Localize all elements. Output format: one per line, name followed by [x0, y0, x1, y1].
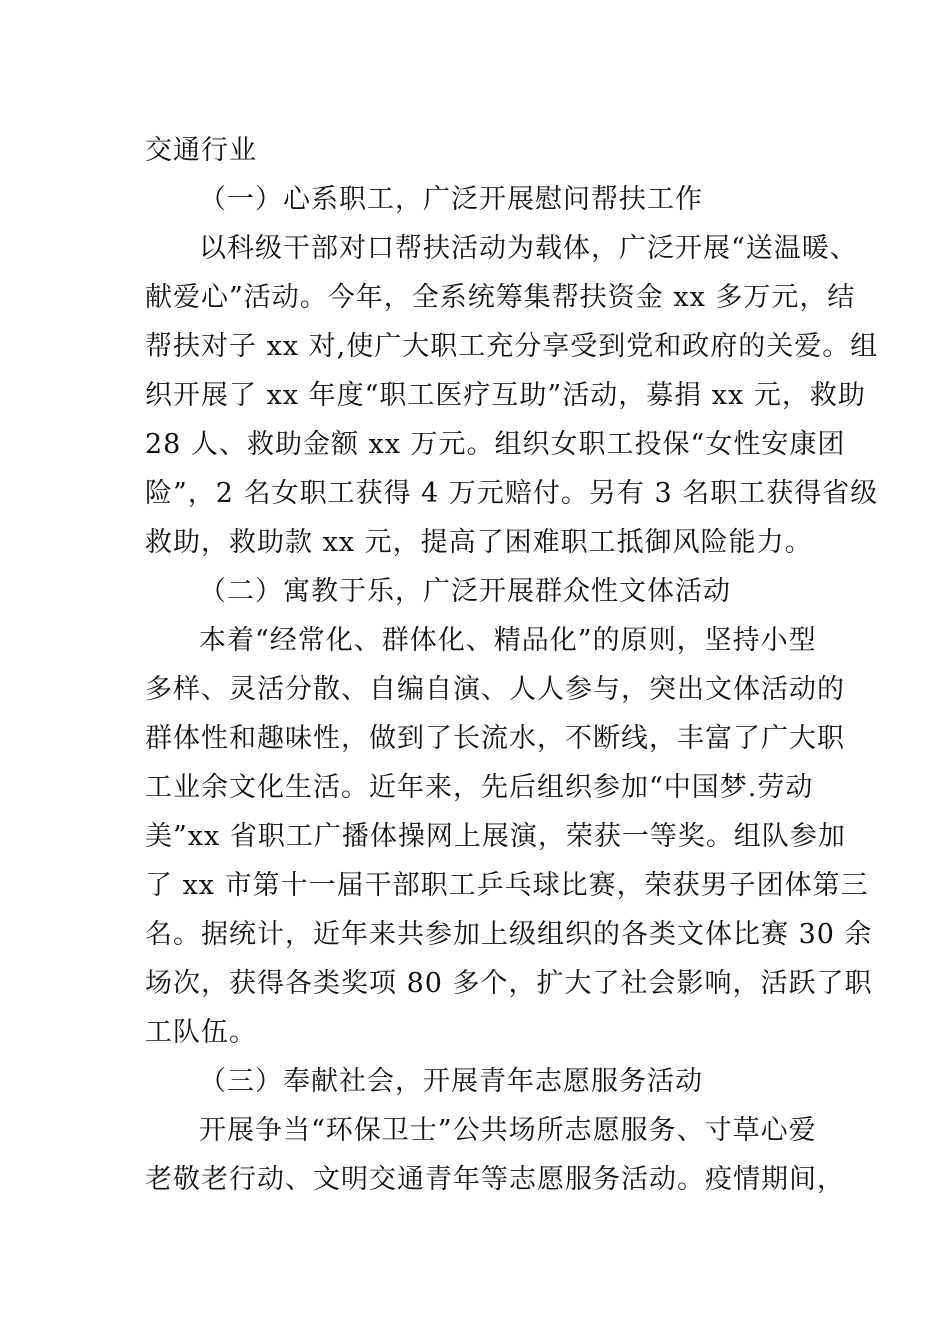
- paragraph-line: 帮扶对子 xx 对,使广大职工充分享受到党和政府的关爱。组: [145, 331, 879, 362]
- paragraph-line: 场次，获得各类奖项 80 多个，扩大了社会影响，活跃了职: [145, 968, 873, 999]
- paragraph-line: 多样、灵活分散、自编自演、人人参与，突出文体活动的: [145, 674, 845, 705]
- paragraph-line: 美”xx 省职工广播体操网上展演，荣获一等奖。组队参加: [145, 821, 846, 852]
- paragraph-line: 以科级干部对口帮扶活动为载体，广泛开展“送温暖、: [199, 233, 858, 264]
- paragraph-line: 工业余文化生活。近年来，先后组织参加“中国梦.劳动: [145, 772, 814, 803]
- paragraph-line: 28 人、救助金额 xx 万元。组织女职工投保“女性安康团: [145, 429, 846, 460]
- paragraph-line: 献爱心”活动。今年，全系统筹集帮扶资金 xx 多万元，结: [145, 282, 856, 313]
- paragraph-line: 群体性和趣味性，做到了长流水，不断线，丰富了广大职: [145, 723, 845, 754]
- paragraph-line: 名。据统计，近年来共参加上级组织的各类文体比赛 30 余: [145, 919, 873, 950]
- paragraph-line: 开展争当“环保卫士”公共场所志愿服务、寸草心爱: [199, 1115, 817, 1146]
- section-heading-2: （二）寓教于乐，广泛开展群众性文体活动: [199, 576, 731, 607]
- paragraph-line: 本着“经常化、群体化、精品化”的原则，坚持小型: [199, 625, 817, 656]
- paragraph-line: 老敬老行动、文明交通青年等志愿服务活动。疫情期间，: [145, 1164, 845, 1195]
- text-line: 交通行业: [145, 135, 257, 166]
- section-heading-1: （一）心系职工，广泛开展慰问帮扶工作: [199, 184, 703, 215]
- paragraph-line: 织开展了 xx 年度“职工医疗互助”活动，募捐 xx 元，救助: [145, 380, 866, 411]
- paragraph-line: 救助，救助款 xx 元，提高了困难职工抵御风险能力。: [145, 527, 813, 558]
- paragraph-line: 险”，2 名女职工获得 4 万元赔付。另有 3 名职工获得省级: [145, 478, 879, 509]
- section-heading-3: （三）奉献社会，开展青年志愿服务活动: [199, 1066, 703, 1097]
- paragraph-line: 工队伍。: [145, 1017, 257, 1048]
- paragraph-line: 了 xx 市第十一届干部职工乒乓球比赛，荣获男子团体第三: [145, 870, 869, 901]
